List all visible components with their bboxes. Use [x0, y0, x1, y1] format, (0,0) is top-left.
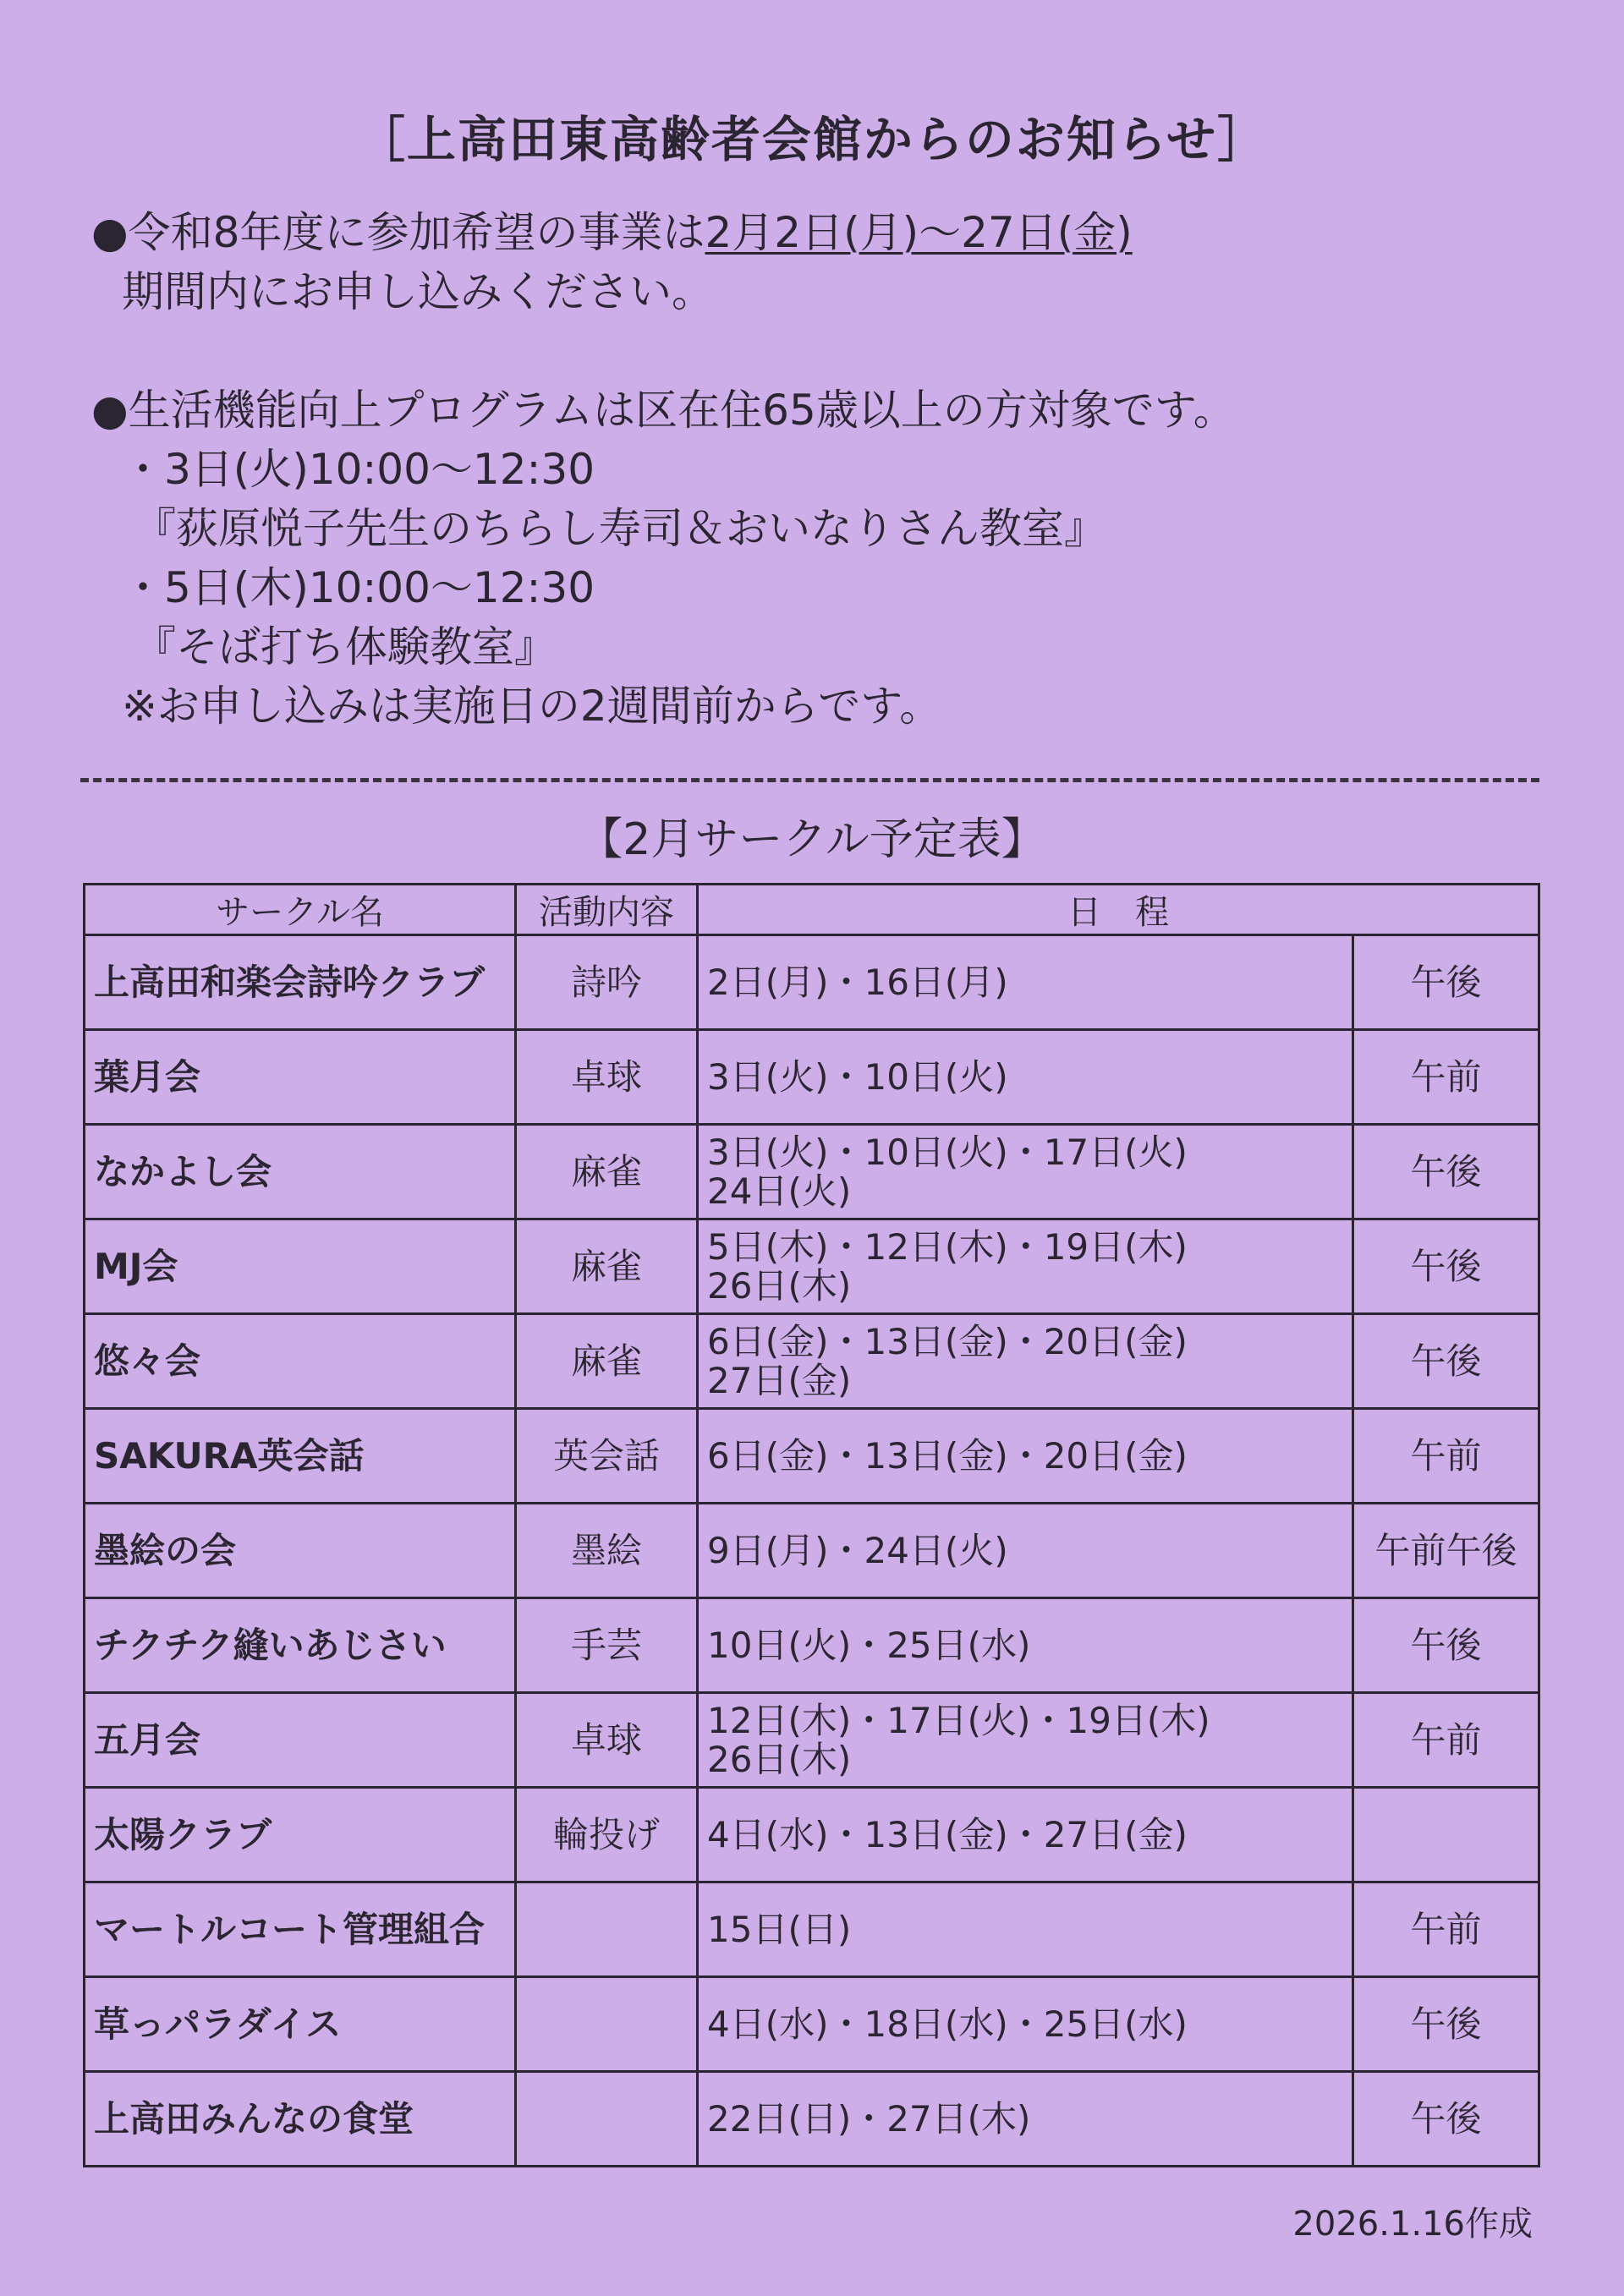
schedule-cell — [698, 1977, 1353, 2072]
schedule-dates: 12日(木)・17日(火)・19日(木) — [707, 1699, 1210, 1741]
schedule-dates: 9日(月)・24日(火) — [707, 1529, 1008, 1571]
circle-name-cell: 五月会 — [85, 1693, 516, 1788]
activity-cell: 卓球 — [516, 1030, 698, 1125]
table-row — [85, 1314, 1539, 1409]
table-row — [85, 1504, 1539, 1598]
program-1-title: 『荻原悦子先生のちらし寿司＆おいなりさん教室』 — [134, 504, 1106, 553]
activity-cell: 卓球 — [516, 1693, 698, 1788]
table-row — [85, 1693, 1539, 1788]
schedule-cell — [698, 935, 1353, 1030]
schedule-cell — [698, 1693, 1353, 1788]
schedule-dates: 22日(日)・27日(木) — [707, 2097, 1031, 2140]
time-cell: 午前 — [1353, 1409, 1539, 1504]
circle-name-cell: 上高田和楽会詩吟クラブ — [85, 935, 516, 1030]
table-row — [85, 1219, 1539, 1314]
table-row — [85, 1882, 1539, 1977]
application-period: 2月2日(月)～27日(金) — [705, 208, 1133, 257]
activity-cell: 麻雀 — [516, 1125, 698, 1219]
schedule-dates: 26日(木) — [707, 1738, 852, 1780]
table-row — [85, 1125, 1539, 1219]
circle-name-cell: 墨絵の会 — [85, 1504, 516, 1598]
schedule-cell — [698, 1314, 1353, 1409]
schedule-dates: 10日(火)・25日(水) — [707, 1624, 1031, 1666]
schedule-dates: 26日(木) — [707, 1264, 852, 1307]
table-row — [85, 1409, 1539, 1504]
schedule-cell — [698, 1125, 1353, 1219]
schedule-dates: 3日(火)・10日(火) — [707, 1055, 1008, 1098]
table-row — [85, 2072, 1539, 2167]
circle-name-cell: マートルコート管理組合 — [85, 1882, 516, 1977]
schedule-table — [83, 883, 1540, 2167]
schedule-dates: 6日(金)・13日(金)・20日(金) — [707, 1434, 1188, 1477]
header-schedule: 日 程 — [698, 885, 1539, 935]
header-activity: 活動内容 — [516, 885, 698, 935]
time-cell: 午前 — [1353, 1882, 1539, 1977]
activity-cell — [516, 1882, 698, 1977]
time-cell: 午後 — [1353, 1598, 1539, 1693]
circle-name-cell: 葉月会 — [85, 1030, 516, 1125]
table-row — [85, 935, 1539, 1030]
activity-cell: 手芸 — [516, 1598, 698, 1693]
table-row — [85, 1788, 1539, 1882]
schedule-cell — [698, 1030, 1353, 1125]
circle-name-cell: 上高田みんなの食堂 — [85, 2072, 516, 2167]
schedule-cell — [698, 1219, 1353, 1314]
schedule-dates: 15日(日) — [707, 1908, 852, 1950]
activity-cell: 麻雀 — [516, 1314, 698, 1409]
schedule-cell — [698, 1882, 1353, 1977]
circle-name-cell: MJ会 — [85, 1219, 516, 1314]
activity-cell: 麻雀 — [516, 1219, 698, 1314]
page-title: ［上高田東高齢者会館からのお知らせ］ — [355, 111, 1269, 168]
schedule-cell — [698, 1409, 1353, 1504]
activity-cell — [516, 2072, 698, 2167]
activity-cell: 墨絵 — [516, 1504, 698, 1598]
activity-cell — [516, 1977, 698, 2072]
circle-name-cell: SAKURA英会話 — [85, 1409, 516, 1504]
time-cell: 午前午後 — [1353, 1504, 1539, 1598]
schedule-cell — [698, 2072, 1353, 2167]
time-cell: 午後 — [1353, 1219, 1539, 1314]
schedule-title: 【2月サークル予定表】 — [579, 814, 1045, 865]
circle-name-cell: 草っパラダイス — [85, 1977, 516, 2072]
time-cell: 午後 — [1353, 1125, 1539, 1219]
schedule-dates: 4日(水)・18日(水)・25日(水) — [707, 2003, 1188, 2045]
activity-cell: 英会話 — [516, 1409, 698, 1504]
schedule-cell — [698, 1788, 1353, 1882]
time-cell: 午後 — [1353, 1314, 1539, 1409]
time-cell: 午前 — [1353, 1693, 1539, 1788]
created-date: 2026.1.16作成 — [1292, 2205, 1533, 2244]
table-row — [85, 1977, 1539, 2072]
notice-program-line: ●生活機能向上プログラムは区在住65歳以上の方対象です。 — [91, 386, 1236, 435]
circle-name-cell: 悠々会 — [85, 1314, 516, 1409]
notice-spacer — [91, 321, 1236, 381]
schedule-cell — [698, 1504, 1353, 1598]
schedule-dates: 5日(木)・12日(木)・19日(木) — [707, 1225, 1188, 1268]
table-row — [85, 1030, 1539, 1125]
header-circle-name: サークル名 — [85, 885, 516, 935]
time-cell: 午前 — [1353, 1030, 1539, 1125]
time-cell — [1353, 1788, 1539, 1882]
schedule-dates: 3日(火)・10日(火)・17日(火) — [707, 1131, 1188, 1173]
program-2-datetime: ・5日(木)10:00～12:30 — [122, 563, 595, 612]
schedule-header-row — [85, 885, 1539, 935]
notice-application-line — [91, 203, 1236, 262]
time-cell: 午後 — [1353, 1977, 1539, 2072]
circle-name-cell: なかよし会 — [85, 1125, 516, 1219]
schedule-dates: 2日(月)・16日(月) — [707, 961, 1008, 1003]
notice-section — [91, 203, 1236, 736]
time-cell: 午後 — [1353, 2072, 1539, 2167]
schedule-dates: 6日(金)・13日(金)・20日(金) — [707, 1320, 1188, 1362]
schedule-cell — [698, 1598, 1353, 1693]
circle-name-cell: チクチク縫いあじさい — [85, 1598, 516, 1693]
schedule-dates: 27日(金) — [707, 1359, 852, 1401]
program-2-title: 『そば打ち体験教室』 — [134, 622, 557, 671]
program-application-note: ※お申し込みは実施日の2週間前からです。 — [122, 682, 942, 731]
section-divider — [80, 778, 1539, 782]
activity-cell: 輪投げ — [516, 1788, 698, 1882]
time-cell: 午後 — [1353, 935, 1539, 1030]
notice-application-text: ●令和8年度に参加希望の事業は — [91, 208, 705, 257]
schedule-dates: 4日(水)・13日(金)・27日(金) — [707, 1813, 1188, 1855]
schedule-dates: 24日(火) — [707, 1170, 852, 1212]
circle-name-cell: 太陽クラブ — [85, 1788, 516, 1882]
activity-cell: 詩吟 — [516, 935, 698, 1030]
program-1-datetime: ・3日(火)10:00～12:30 — [122, 445, 595, 494]
table-row — [85, 1598, 1539, 1693]
notice-application-note: 期間内にお申し込みください。 — [122, 267, 714, 316]
